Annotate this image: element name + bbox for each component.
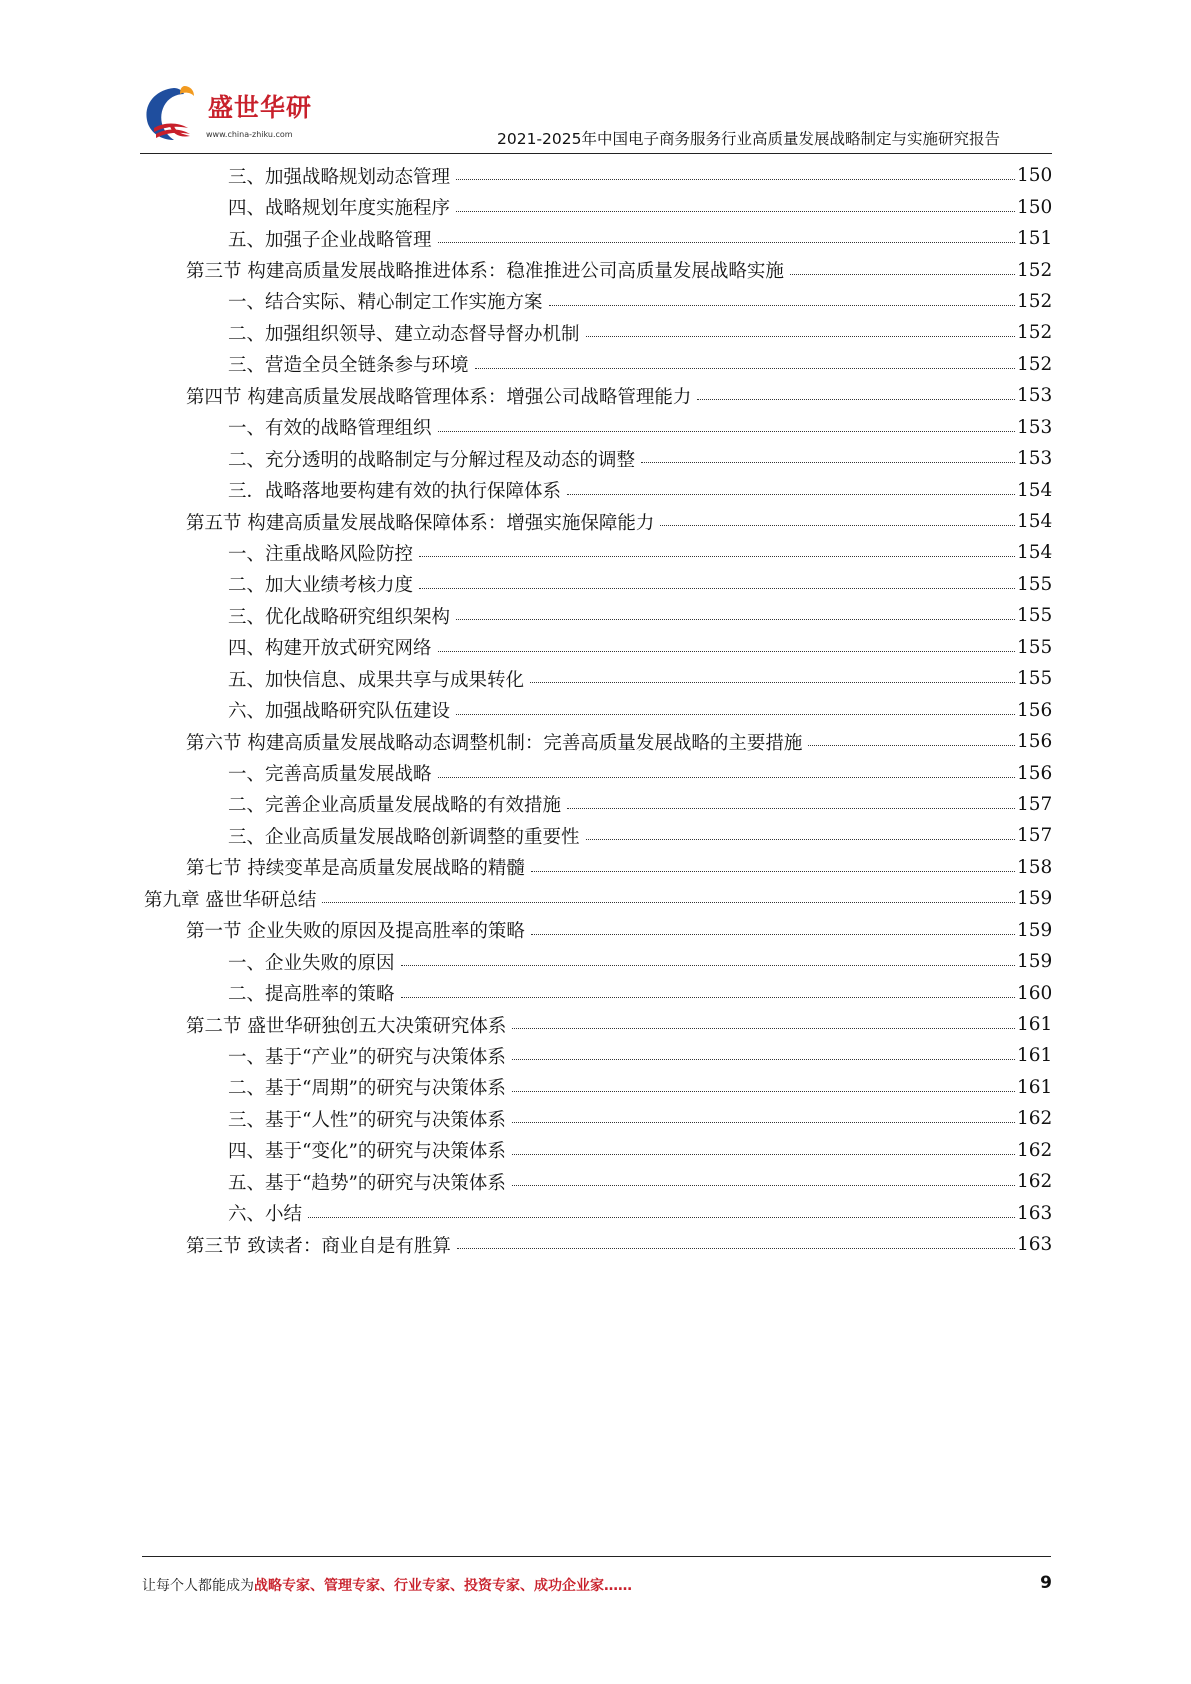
toc-dot-leader [419, 588, 1015, 589]
toc-entry-label: 五、加强子企业战略管理 [228, 229, 432, 251]
toc-entry-page: 162 [1017, 1171, 1053, 1193]
toc-entry[interactable] [0, 726, 1191, 757]
toc-entry-label: 第三节 致读者：商业自是有胜算 [186, 1235, 451, 1257]
toc-dot-leader [438, 242, 1015, 243]
toc-entry-label: 一、注重战略风险防控 [228, 543, 414, 565]
toc-entry[interactable] [0, 223, 1191, 254]
report-title: 2021-2025年中国电子商务服务行业高质量发展战略制定与实施研究报告 [497, 130, 1000, 148]
toc-dot-leader [808, 745, 1015, 746]
slogan-highlight: 战略专家、管理专家、行业专家、投资专家、成功企业家…… [254, 1578, 632, 1594]
toc-entry-label: 六、加强战略研究队伍建设 [228, 701, 451, 723]
toc-entry-page: 154 [1017, 542, 1053, 564]
toc-entry-page: 155 [1017, 668, 1053, 690]
toc-entry-label: 二、充分透明的战略制定与分解过程及动态的调整 [228, 449, 636, 471]
toc-entry[interactable] [0, 663, 1191, 694]
toc-entry-label: 一、有效的战略管理组织 [228, 418, 432, 440]
toc-entry-page: 161 [1017, 1014, 1053, 1036]
logo-url: www.china-zhiku.com [206, 130, 293, 139]
toc-dot-leader [456, 179, 1015, 180]
toc-entry[interactable] [0, 317, 1191, 348]
toc-entry[interactable] [0, 191, 1191, 222]
toc-entry-page: 158 [1017, 856, 1053, 878]
toc-entry-page: 161 [1017, 1076, 1053, 1098]
toc-dot-leader [438, 777, 1015, 778]
toc-entry-label: 第九章 盛世华研总结 [144, 889, 317, 911]
toc-dot-leader [438, 651, 1015, 652]
toc-entry-label: 二、提高胜率的策略 [228, 984, 395, 1006]
toc-entry[interactable] [0, 757, 1191, 788]
toc-dot-leader [790, 274, 1015, 275]
toc-entry-page: 154 [1017, 479, 1053, 501]
toc-entry-label: 一、结合实际、精心制定工作实施方案 [228, 292, 543, 314]
toc-entry-label: 五、加快信息、成果共享与成果转化 [228, 669, 525, 691]
toc-entry[interactable] [0, 412, 1191, 443]
toc-entry-page: 157 [1017, 825, 1053, 847]
page-number: 9 [1040, 1573, 1052, 1593]
toc-entry[interactable] [0, 977, 1191, 1008]
toc-entry-label: 三、加强战略规划动态管理 [228, 166, 451, 188]
toc-entry-page: 161 [1017, 1045, 1053, 1067]
toc-entry-page: 152 [1017, 322, 1053, 344]
page-header [0, 0, 1191, 155]
toc-entry[interactable] [0, 1197, 1191, 1228]
toc-entry-label: 三、企业高质量发展战略创新调整的重要性 [228, 826, 580, 848]
toc-entry[interactable] [0, 1166, 1191, 1197]
toc-entry[interactable] [0, 1135, 1191, 1166]
toc-entry-label: 二、完善企业高质量发展战略的有效措施 [228, 795, 562, 817]
toc-entry-page: 163 [1017, 1202, 1053, 1224]
toc-entry-page: 152 [1017, 259, 1053, 281]
toc-dot-leader [641, 462, 1015, 463]
toc-entry-page: 155 [1017, 573, 1053, 595]
toc-entry[interactable] [0, 632, 1191, 663]
toc-entry-page: 155 [1017, 636, 1053, 658]
toc-entry-label: 三．战略落地要构建有效的执行保障体系 [228, 481, 562, 503]
toc-entry-page: 156 [1017, 762, 1053, 784]
toc-entry-label: 三、营造全员全链条参与环境 [228, 355, 469, 377]
header-divider [140, 153, 1052, 154]
toc-entry-page: 159 [1017, 888, 1053, 910]
toc-entry[interactable] [0, 286, 1191, 317]
toc-entry-page: 162 [1017, 1139, 1053, 1161]
toc-dot-leader [531, 934, 1015, 935]
toc-dot-leader [531, 871, 1015, 872]
toc-entry-page: 159 [1017, 951, 1053, 973]
toc-entry-page: 157 [1017, 793, 1053, 815]
toc-entry-page: 153 [1017, 448, 1053, 470]
toc-entry-label: 三、基于“人性”的研究与决策体系 [228, 1109, 506, 1131]
company-logo [140, 82, 330, 148]
toc-dot-leader [512, 1154, 1015, 1155]
toc-entry-label: 四、战略规划年度实施程序 [228, 198, 451, 220]
toc-dot-leader [549, 305, 1015, 306]
toc-dot-leader [567, 494, 1015, 495]
toc-entry[interactable] [0, 349, 1191, 380]
toc-entry-page: 152 [1017, 353, 1053, 375]
toc-entry[interactable] [0, 506, 1191, 537]
toc-entry-label: 三、优化战略研究组织架构 [228, 606, 451, 628]
toc-dot-leader [512, 1028, 1015, 1029]
toc-entry-label: 一、完善高质量发展战略 [228, 764, 432, 786]
toc-entry[interactable] [0, 1040, 1191, 1071]
slogan-prefix: 让每个人都能成为 [142, 1578, 254, 1594]
toc-entry-page: 153 [1017, 416, 1053, 438]
toc-entry-label: 四、构建开放式研究网络 [228, 638, 432, 660]
toc-entry-label: 一、基于“产业”的研究与决策体系 [228, 1046, 506, 1068]
toc-dot-leader [322, 902, 1015, 903]
toc-entry-label: 二、基于“周期”的研究与决策体系 [228, 1078, 506, 1100]
toc-entry-label: 第五节 构建高质量发展战略保障体系：增强实施保障能力 [186, 512, 655, 534]
toc-entry[interactable] [0, 820, 1191, 851]
toc-entry-page: 156 [1017, 699, 1053, 721]
toc-dot-leader [512, 1091, 1015, 1092]
toc-entry-page: 162 [1017, 1108, 1053, 1130]
toc-dot-leader [438, 431, 1015, 432]
toc-entry[interactable] [0, 160, 1191, 191]
toc-entry[interactable] [0, 443, 1191, 474]
toc-entry[interactable] [0, 915, 1191, 946]
toc-dot-leader [419, 556, 1015, 557]
toc-entry-label: 第七节 持续变革是高质量发展战略的精髓 [186, 858, 525, 880]
toc-entry-label: 第六节 构建高质量发展战略动态调整机制：完善高质量发展战略的主要措施 [186, 732, 803, 754]
toc-entry-label: 五、基于“趋势”的研究与决策体系 [228, 1172, 506, 1194]
toc-entry[interactable] [0, 380, 1191, 411]
toc-entry-label: 四、基于“变化”的研究与决策体系 [228, 1141, 506, 1163]
toc-entry[interactable] [0, 694, 1191, 725]
table-of-contents [0, 160, 1191, 1260]
toc-dot-leader [512, 1059, 1015, 1060]
toc-entry[interactable] [0, 852, 1191, 883]
toc-entry-page: 160 [1017, 982, 1053, 1004]
toc-entry-label: 一、企业失败的原因 [228, 952, 395, 974]
toc-entry-page: 154 [1017, 511, 1053, 533]
toc-entry-page: 151 [1017, 228, 1053, 250]
toc-entry[interactable] [0, 254, 1191, 285]
toc-entry[interactable] [0, 1072, 1191, 1103]
toc-entry[interactable] [0, 1103, 1191, 1134]
toc-dot-leader [697, 399, 1015, 400]
toc-entry[interactable] [0, 946, 1191, 977]
toc-dot-leader [401, 997, 1015, 998]
toc-dot-leader [512, 1185, 1015, 1186]
toc-entry[interactable] [0, 474, 1191, 505]
toc-entry[interactable] [0, 537, 1191, 568]
toc-dot-leader [456, 714, 1015, 715]
toc-dot-leader [660, 525, 1015, 526]
toc-entry[interactable] [0, 600, 1191, 631]
toc-dot-leader [456, 619, 1015, 620]
toc-dot-leader [457, 1248, 1015, 1249]
toc-entry-page: 150 [1017, 165, 1053, 187]
toc-entry-page: 156 [1017, 731, 1053, 753]
toc-entry-label: 第一节 企业失败的原因及提高胜率的策略 [186, 921, 525, 943]
footer-slogan [142, 1575, 632, 1595]
toc-entry[interactable] [0, 883, 1191, 914]
toc-entry[interactable] [0, 1009, 1191, 1040]
toc-dot-leader [475, 368, 1015, 369]
toc-entry[interactable] [0, 1229, 1191, 1260]
toc-dot-leader [586, 839, 1015, 840]
toc-entry-page: 150 [1017, 196, 1053, 218]
toc-entry-label: 第三节 构建高质量发展战略推进体系：稳准推进公司高质量发展战略实施 [186, 261, 784, 283]
toc-entry-page: 155 [1017, 605, 1053, 627]
toc-entry-page: 163 [1017, 1234, 1053, 1256]
toc-entry-label: 二、加强组织领导、建立动态督导督办机制 [228, 323, 580, 345]
toc-dot-leader [456, 211, 1015, 212]
footer-divider [142, 1556, 1051, 1557]
toc-entry-page: 152 [1017, 290, 1053, 312]
toc-entry-label: 二、加大业绩考核力度 [228, 575, 414, 597]
toc-entry-label: 第四节 构建高质量发展战略管理体系：增强公司战略管理能力 [186, 386, 692, 408]
logo-emblem-icon [140, 82, 210, 148]
toc-dot-leader [401, 965, 1015, 966]
toc-dot-leader [586, 336, 1015, 337]
toc-dot-leader [530, 682, 1015, 683]
logo-text: 盛世华研 [208, 93, 313, 122]
toc-dot-leader [512, 1122, 1015, 1123]
toc-entry[interactable] [0, 789, 1191, 820]
toc-entry-label: 六、小结 [228, 1204, 303, 1226]
toc-entry-page: 153 [1017, 385, 1053, 407]
toc-dot-leader [567, 808, 1015, 809]
toc-entry[interactable] [0, 569, 1191, 600]
toc-entry-page: 159 [1017, 919, 1053, 941]
toc-dot-leader [308, 1217, 1015, 1218]
toc-entry-label: 第二节 盛世华研独创五大决策研究体系 [186, 1015, 507, 1037]
